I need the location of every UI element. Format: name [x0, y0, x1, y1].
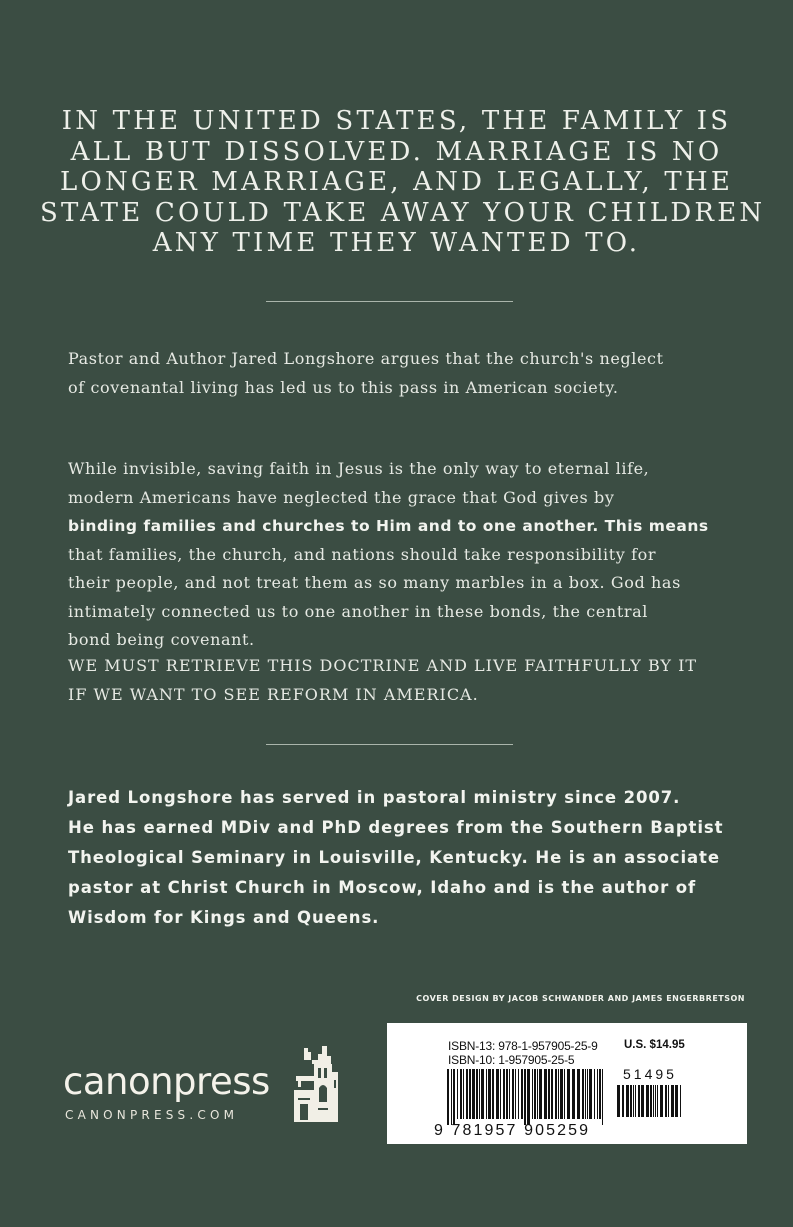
- bio-line: Theological Seminary in Louisville, Kentucky. He is an associate: [68, 848, 720, 867]
- divider-bottom: [266, 744, 513, 745]
- bio-line: He has earned MDiv and PhD degrees from the Southern Baptist: [68, 818, 724, 837]
- bio-line: Wisdom for Kings and Queens.: [68, 908, 380, 927]
- addon-barcode: [617, 1085, 683, 1117]
- divider-top: [266, 301, 513, 302]
- price-code: 51495: [623, 1066, 677, 1082]
- barcode-panel: [387, 1023, 747, 1144]
- text-line: While invisible, saving faith in Jesus is the only way to eternal life,: [68, 459, 650, 478]
- bio-line: Jared Longshore has served in pastoral ministry since 2007.: [68, 788, 681, 807]
- publisher-url: CANONPRESS.COM: [65, 1108, 239, 1122]
- text-line: IF WE WANT TO SEE REFORM IN AMERICA.: [68, 684, 479, 704]
- bio-line: pastor at Christ Church in Moscow, Idaho and is the author of: [68, 878, 697, 897]
- text-line: of covenantal living has led us to this pass in American society.: [68, 377, 619, 397]
- headline-line: LONGER MARRIAGE, AND LEGALLY, THE: [59, 167, 734, 197]
- church-tower-icon: [294, 1046, 342, 1122]
- text-line: Pastor and Author Jared Longshore argues that the church's neglect: [68, 349, 664, 368]
- description-paragraph-2: [68, 455, 768, 655]
- text-line: that families, the church, and nations should take responsibility for: [68, 544, 657, 564]
- call-to-action-paragraph: [68, 652, 768, 709]
- text-line: their people, and not treat them as so many marbles in a box. God has: [68, 573, 681, 592]
- author-bio: [68, 783, 768, 933]
- text-line: WE MUST RETRIEVE THIS DOCTRINE AND LIVE FAITHFULLY BY IT: [68, 656, 698, 675]
- publisher-logo-wordmark: canonpress: [63, 1060, 270, 1103]
- ean-number: 9 781957 905259: [434, 1122, 591, 1139]
- headline-line: IN THE UNITED STATES, THE FAMILY IS: [61, 106, 732, 136]
- cover-design-credit: COVER DESIGN BY JACOB SCHWANDER AND JAMES ENGERBRETSON: [416, 994, 745, 1003]
- isbn-13: ISBN-13: 978-1-957905-25-9: [448, 1039, 598, 1053]
- isbn-10: ISBN-10: 1-957905-25-5: [448, 1053, 575, 1067]
- text-line: bond being covenant.: [68, 630, 255, 649]
- headline-line: ANY TIME THEY WANTED TO.: [152, 228, 641, 258]
- text-line: modern Americans have neglected the grace that God gives by: [68, 487, 615, 507]
- description-paragraph-1: [68, 345, 768, 402]
- price: U.S. $14.95: [624, 1039, 685, 1051]
- ean-barcode: [447, 1069, 607, 1125]
- text-line: intimately connected us to one another in these bonds, the central: [68, 601, 648, 621]
- headline-line: ALL BUT DISSOLVED. MARRIAGE IS NO: [70, 136, 723, 167]
- emphasized-text-line: binding families and churches to Him and to one another. This means: [68, 517, 709, 535]
- headline: [40, 106, 766, 259]
- headline-line: STATE COULD TAKE AWAY YOUR CHILDREN: [40, 197, 766, 228]
